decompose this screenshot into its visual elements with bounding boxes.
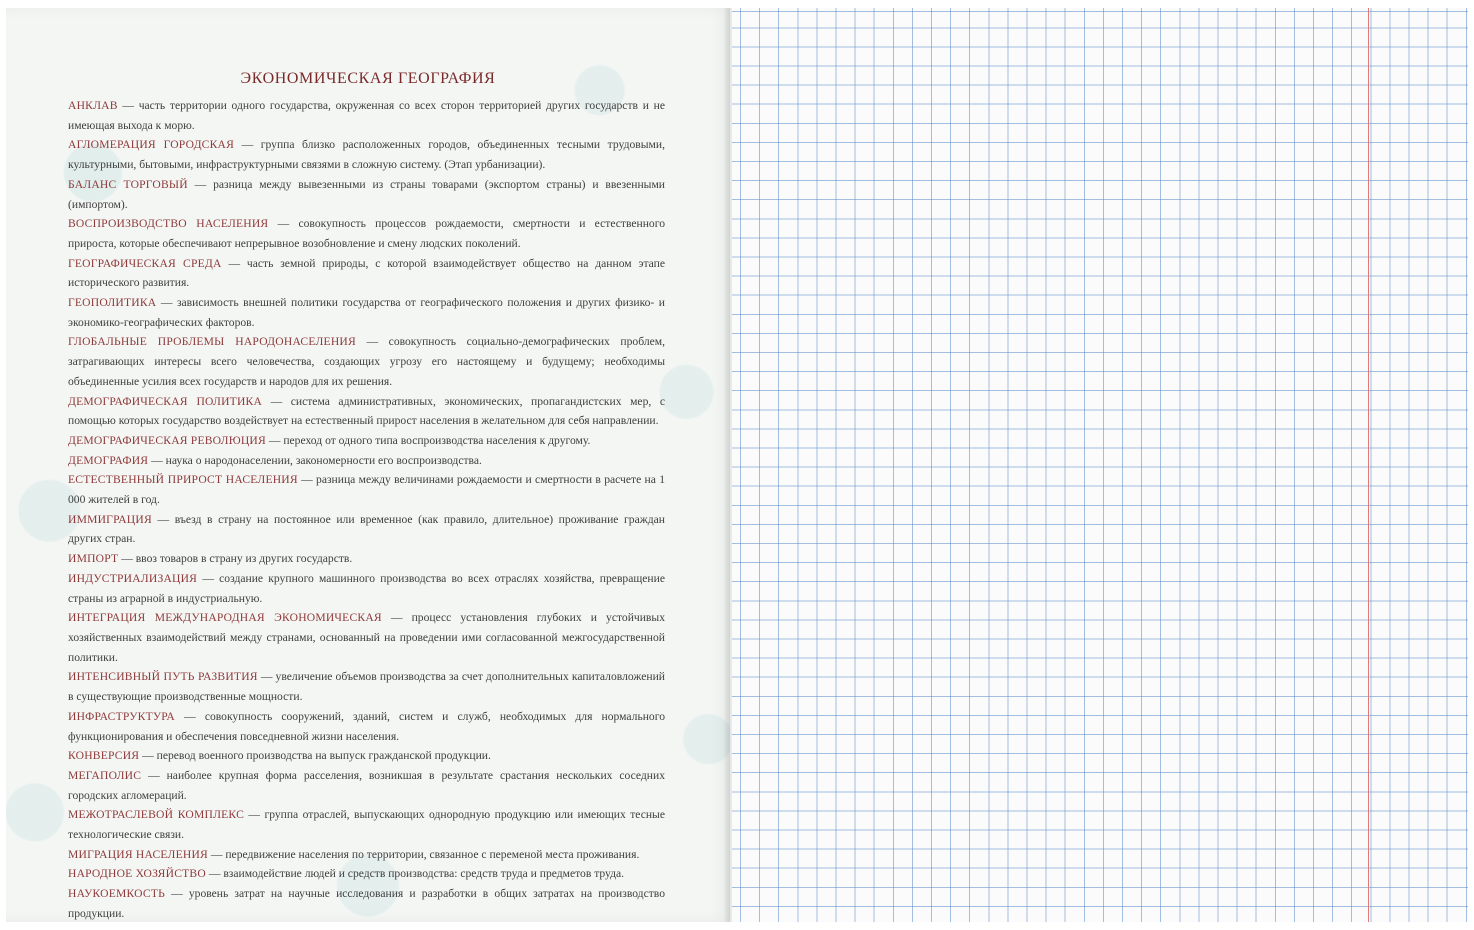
entry-term: АНКЛАВ (68, 99, 118, 112)
entry-term: МЕГАПОЛИС (68, 768, 142, 782)
glossary-entry (68, 214, 665, 253)
entry-term: ДЕМОГРАФИЧЕСКАЯ РЕВОЛЮЦИЯ (68, 433, 266, 447)
entry-definition: — въезд в страну на постоянное или временное (как правило, длительное) проживание граждан других стран. (68, 512, 665, 546)
entry-definition: — передвижение населения по территории, связанное с переменой места проживания. (207, 847, 640, 861)
entry-definition: — переход от одного типа воспроизводства населения к другому. (265, 433, 591, 447)
entry-definition: — процесс установления глубоких и устойчивых хозяйственных взаимодействий между странами, основанный на проведении ими согласованной межгосударственной политики. (68, 611, 665, 664)
entry-definition: — система административных, экономических, пропагандистских мер, с помощью которых государство воздействует на естественный прирост населения в желательном для себя направлении. (68, 394, 665, 428)
entry-term: ГЕОПОЛИТИКА (68, 296, 157, 310)
glossary-entry (68, 254, 665, 293)
entry-term: ИНТЕГРАЦИЯ МЕЖДУНАРОДНАЯ ЭКОНОМИЧЕСКАЯ (68, 611, 382, 625)
glossary-entry (68, 96, 665, 135)
entry-definition: — часть территории одного государства, окруженная со всех сторон территорией других государств и не имеющая выхода к морю. (68, 99, 665, 132)
entry-definition: — разница между вывезенными из страны товарами (экспортом страны) и ввезенными (импортом). (68, 177, 665, 211)
entry-definition: — увеличение объемов производства за счет дополнительных капиталовложений в существующие производственные мощности. (68, 670, 665, 704)
entry-term: ИНТЕНСИВНЫЙ ПУТЬ РАЗВИТИЯ (68, 670, 258, 684)
grid-paper-page (732, 8, 1468, 922)
entry-term: ГЕОГРАФИЧЕСКАЯ СРЕДА (68, 256, 222, 270)
entry-term: АГЛОМЕРАЦИЯ ГОРОДСКАЯ (68, 138, 235, 152)
glossary-entry (68, 451, 665, 471)
notebook-spread (6, 8, 1468, 922)
entry-term: ИНФРАСТРУКТУРА (68, 709, 176, 723)
entry-term: МИГРАЦИЯ НАСЕЛЕНИЯ (68, 847, 208, 861)
entry-term: КОНВЕРСИЯ (68, 749, 140, 763)
glossary-entry (68, 805, 665, 844)
glossary-entry (68, 549, 665, 569)
entry-definition: — разница между величинами рождаемости и смертности в расчете на 1 000 жителей в год. (68, 473, 666, 507)
entry-definition: — уровень затрат на научные исследования и разработки в общих затратах на производство продукции. (68, 887, 665, 920)
glossary-entry (68, 746, 665, 766)
glossary-entry (68, 135, 665, 174)
glossary-entry (68, 766, 665, 805)
entry-definition: — зависимость внешней политики государства от географического положения и других физико- и экономико-географических факторов. (68, 296, 665, 329)
glossary-entry (68, 510, 665, 549)
page-title: ЭКОНОМИЧЕСКАЯ ГЕОГРАФИЯ (240, 70, 496, 87)
entry-definition: — ввоз товаров в страну из других государств. (118, 552, 353, 566)
entry-definition: — совокупность социально-демографических проблем, затрагивающих интересы всего человечества, создающих угрозу его настоящему и будущему; необходимы объединенные усилия всех государств и народов для их решения. (68, 335, 665, 388)
entry-definition: — наиболее крупная форма расселения, возникшая в результате срастания нескольких соседних городских агломераций. (68, 768, 665, 802)
glossary-entry (68, 707, 665, 746)
glossary-entry (68, 608, 665, 667)
entry-term: НАРОДНОЕ ХОЗЯЙСТВО (68, 867, 206, 881)
glossary-entry (68, 845, 665, 865)
entry-definition: — наука о народонаселении, закономерности его воспроизводства. (148, 453, 482, 467)
entry-definition: — создание крупного машинного производства во всех отраслях хозяйства, превращение страны из аграрной в индустриальную. (68, 571, 665, 605)
glossary-entry (68, 392, 665, 431)
red-margin-line (1368, 8, 1369, 922)
entry-term: НАУКОЕМКОСТЬ (68, 887, 165, 901)
glossary-entry (68, 569, 665, 608)
entry-term: ГЛОБАЛЬНЫЕ ПРОБЛЕМЫ НАРОДОНАСЕЛЕНИЯ (68, 335, 356, 349)
glossary-entry (68, 175, 665, 214)
entry-term: ДЕМОГРАФИЧЕСКАЯ ПОЛИТИКА (68, 394, 263, 408)
glossary-entry (68, 431, 665, 451)
glossary-entry (68, 884, 665, 923)
glossary-entry (68, 332, 665, 391)
glossary-entry (68, 470, 665, 509)
glossary-entry (68, 667, 665, 706)
glossary-entry (68, 293, 665, 332)
entry-definition: — взаимодействие людей и средств производства: средств труда и предметов труда. (205, 867, 625, 881)
entry-term: МЕЖОТРАСЛЕВОЙ КОМПЛЕКС (68, 808, 245, 822)
entry-term: ИНДУСТРИАЛИЗАЦИЯ (68, 571, 198, 585)
entry-definition: — перевод военного производства на выпуск гражданской продукции. (139, 749, 491, 763)
entry-term: ДЕМОГРАФИЯ (68, 453, 149, 467)
glossary-entry (68, 864, 665, 884)
entry-term: ЕСТЕСТВЕННЫЙ ПРИРОСТ НАСЕЛЕНИЯ (68, 473, 298, 487)
glossary-page (6, 8, 730, 922)
entry-term: ВОСПРОИЗВОДСТВО НАСЕЛЕНИЯ (68, 217, 269, 231)
entry-term: ИМПОРТ (68, 552, 119, 566)
entry-definition: — группа близко расположенных городов, объединенных тесными трудовыми, культурными, бытовыми, инфраструктурными связями в сложную систему. (Этап урбанизации). (68, 138, 665, 172)
entry-definition: — совокупность сооружений, зданий, систем и служб, необходимых для нормального функционирования и обеспечения повседневной жизни населения. (68, 709, 665, 743)
entry-definition: — часть земной природы, с которой взаимодействует общество на данном этапе исторического развития. (68, 256, 665, 290)
entry-definition: — группа отраслей, выпускающих однородную продукцию или имеющих тесные технологические связи. (68, 808, 665, 842)
entry-definition: — совокупность процессов рождаемости, смертности и естественного прироста, которые обеспечивают непрерывное возобновление и смену людских поколений. (68, 217, 665, 250)
entry-term: БАЛАНС ТОРГОВЫЙ (68, 177, 188, 191)
entry-term: ИММИГРАЦИЯ (68, 512, 152, 526)
glossary-entries (68, 96, 665, 924)
